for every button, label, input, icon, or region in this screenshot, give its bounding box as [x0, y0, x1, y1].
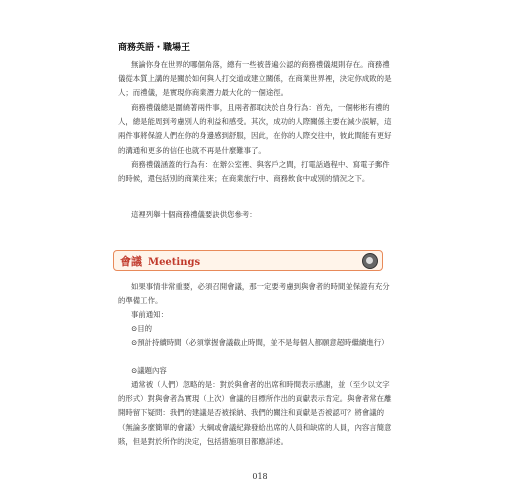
- globe-icon: [362, 253, 378, 269]
- body-paragraph-2: 通常被（人們）忽略的是：對於與會者的出席和時間表示感謝，並（至少以文字的形式）對與會者為實現（上次）會議的目標所作出的貢獻表示肯定。與會者常在離開時留下疑問：我們的建議是否被採納、我們的關注和貢獻是否被認可？將會議的（無論多麼簡單的會議）大綱或會議紀錄發給出席的人員和缺席的人員，內容言簡意賅，但是對於所作的決定，包括措施項目都應詳述。: [118, 380, 392, 446]
- section-heading-meetings: [113, 250, 383, 271]
- notice-label: 事前通知：: [131, 310, 168, 319]
- page-number: 018: [252, 472, 268, 481]
- intro-paragraph-1: 無論你身在世界的哪個角落，總有一些被普遍公認的商務禮儀規則存在。商務禮儀從本質上講的是關於如何與人打交道或建立關係，在商業世界裡，決定你成敗的是人；而禮儀，是實現你商業潛力最大化的一個途徑。: [118, 60, 392, 98]
- running-header: 商務英語・職場王: [118, 43, 191, 53]
- list-item-purpose: ⊙目的: [131, 324, 152, 333]
- intro-paragraph-3: 商務禮儀涵蓋的行為有：在辦公室裡、與客戶之間，打電話過程中、寫電子郵件的時候，還包括別的商業往來；在商業旅行中、商務飲食中或別的情況之下。: [118, 160, 390, 184]
- intro-paragraph-4: 這裡列舉十個商務禮儀要訣供您參考：: [131, 210, 257, 219]
- section-title-zh: 會議: [120, 255, 142, 268]
- section-title: [120, 253, 200, 269]
- list-item-duration: ⊙預計持續時間（必須掌握會議截止時間，並不是每個人都願意超時繼續進行）: [131, 338, 389, 347]
- intro-paragraph-2: 商務禮儀總是圍繞著兩件事，且兩者都取決於自身行為：首先，一個彬彬有禮的人，總是能周到考慮別人的利益和感受。其次，成功的人際關係主要在減少誤解，這兩件事將保證人們在你的身邊感到舒服，因此，在你的人際交往中，彼此間能有更好的溝通和更多的信任也就不再是什麼難事了。: [118, 103, 392, 155]
- body-paragraph-1: 如果事情非常重要，必須召開會議，那一定要考慮到與會者的時間並保證有充分的準備工作。: [118, 282, 390, 306]
- section-title-en: Meetings: [148, 257, 201, 268]
- list-item-topics: ⊙議題內容: [131, 366, 167, 375]
